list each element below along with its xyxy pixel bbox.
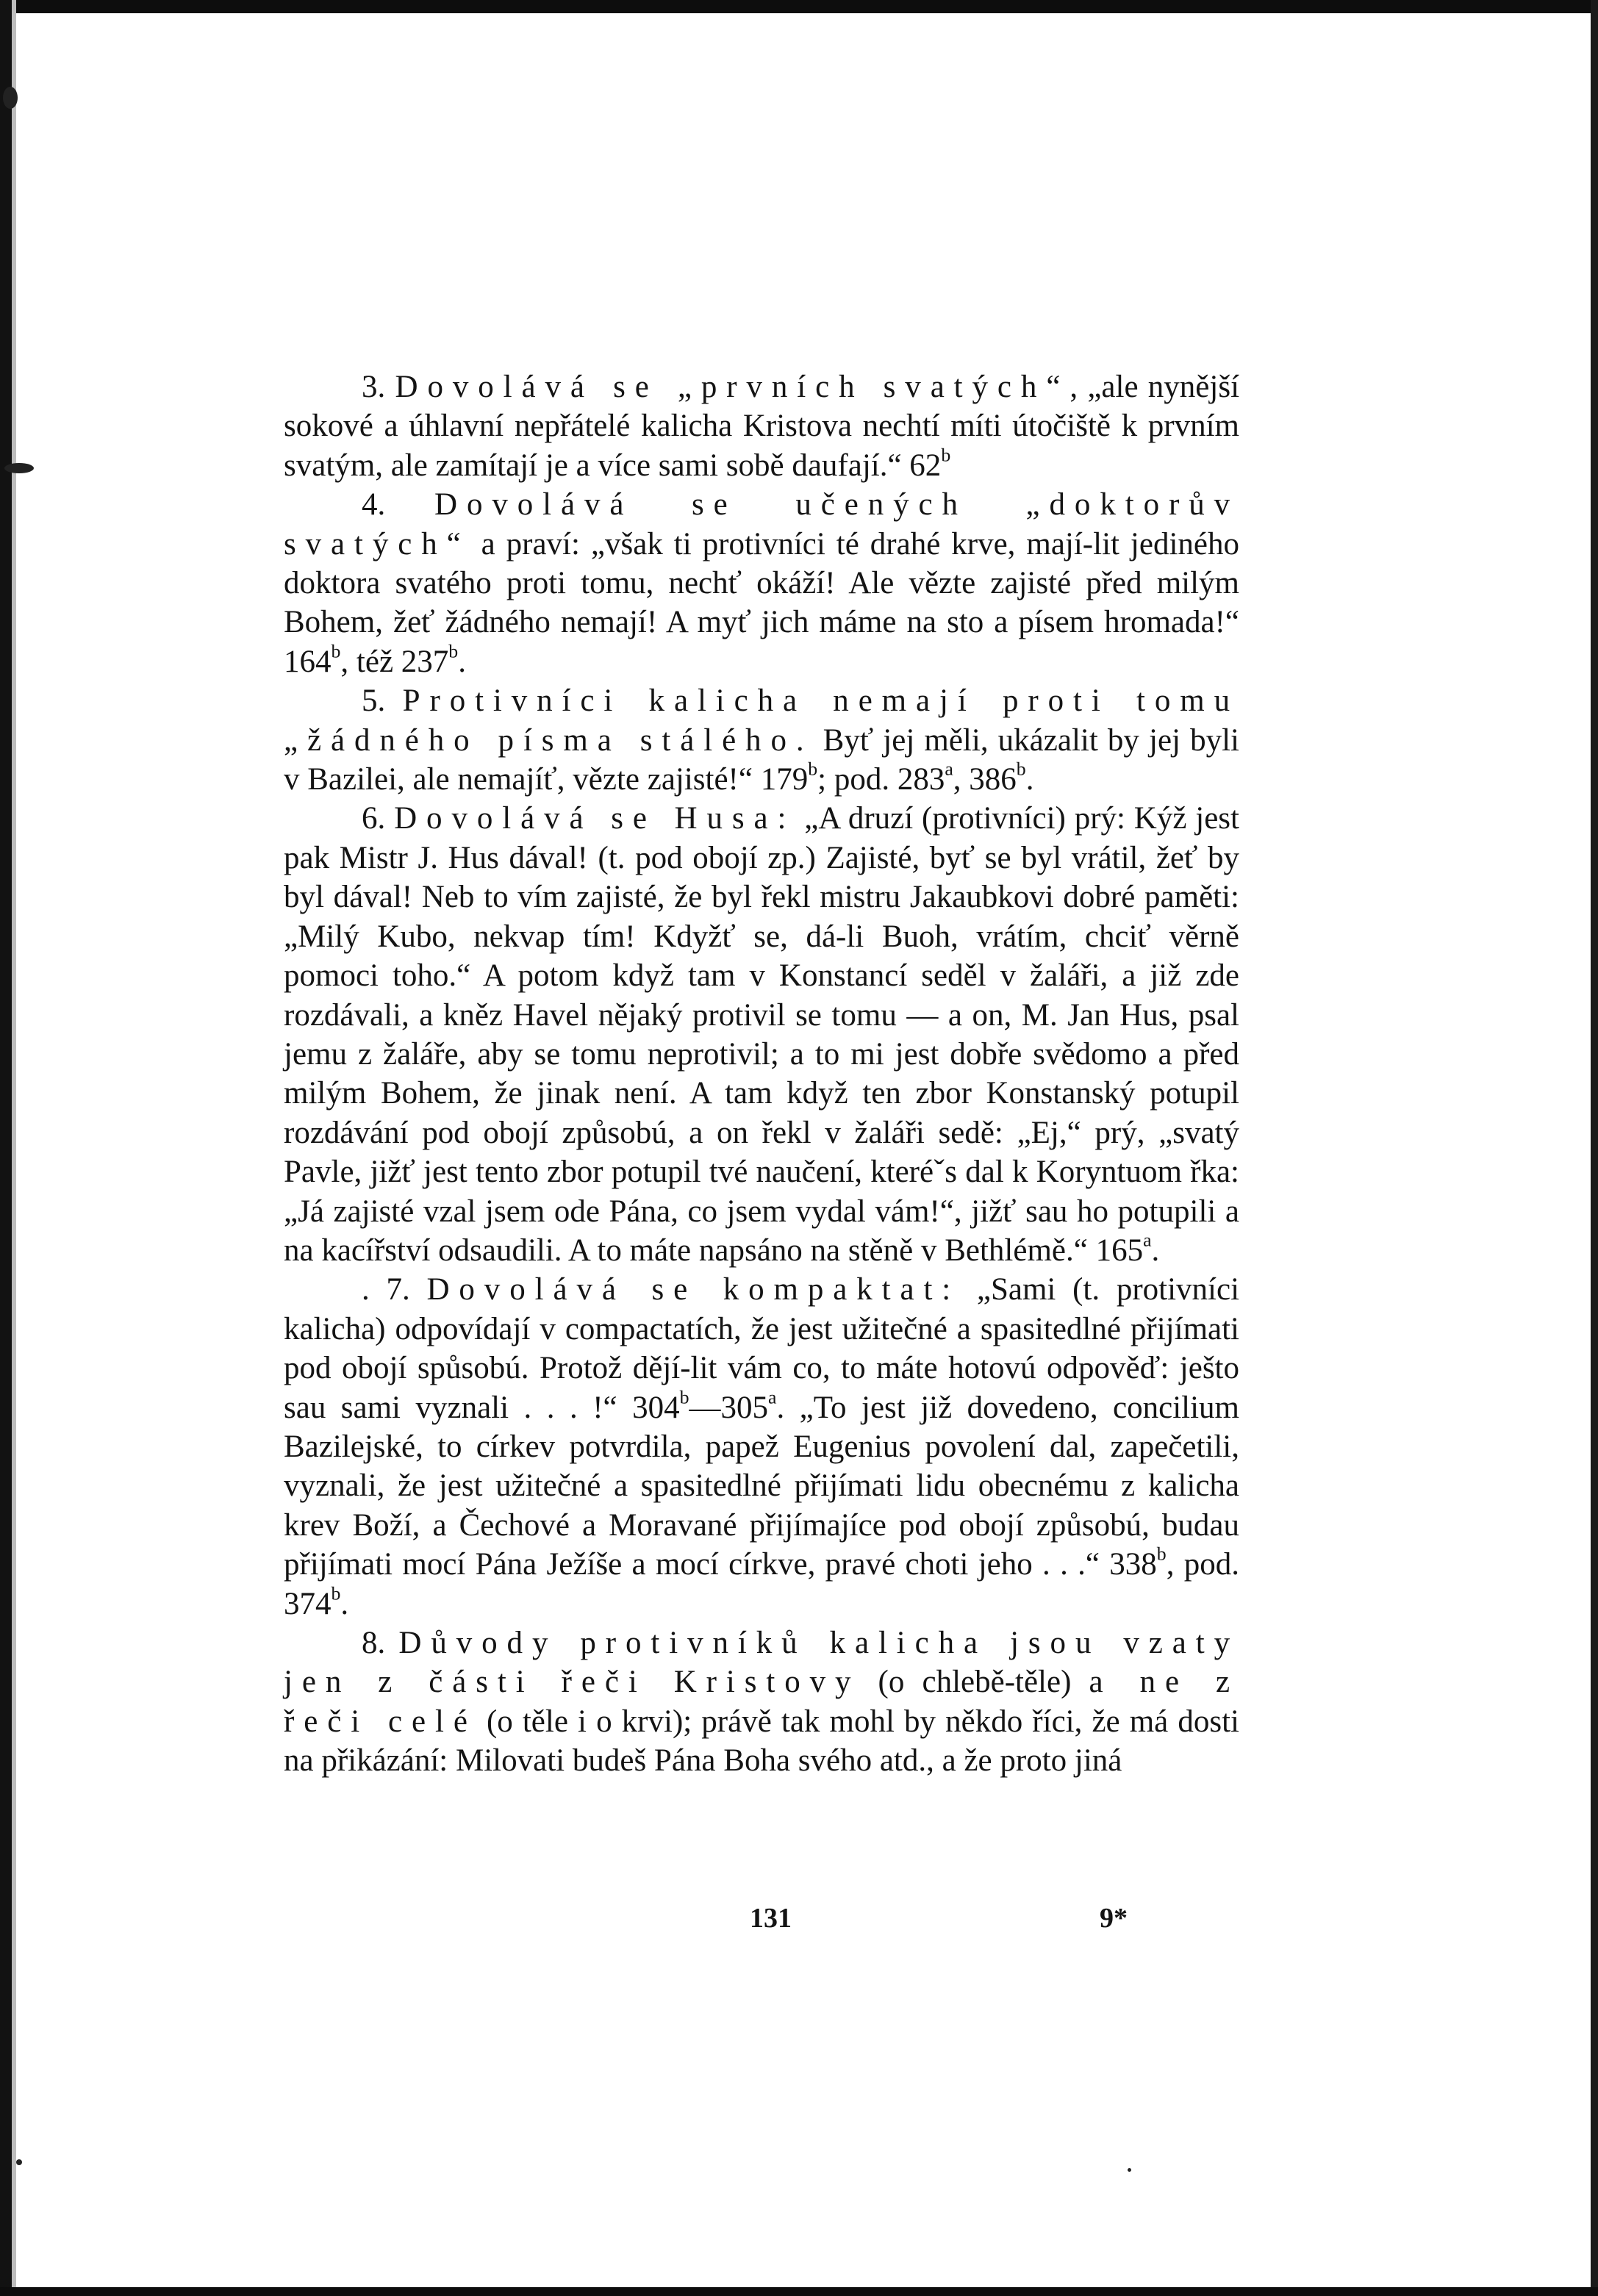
scan-speck xyxy=(16,2159,22,2165)
scan-border-left xyxy=(0,0,12,2296)
page-number: 131 xyxy=(750,1903,792,1934)
paragraph-5: 5. Protivníci kalicha nemají proti tomu „žádného písma stálého. Byť jej měli, ukázalit by jej byli v Bazilei, ale nemajíť, vězte zajisté!“ 179$^b$; pod. 283$^a$, 386$^b$. xyxy=(284,684,1240,797)
paragraph-3: 3. Dovolává se „prvních svatých“, „ale nynější sokové a úhlavní nepřátelé kalicha Kristova nechtí míti útočiště k prvním svatým, ale zamítají je a více sami sobě daufají.“ 62$^b$ xyxy=(284,370,1240,483)
scan-speck xyxy=(4,463,34,473)
spaced-heading: Dovolává se kompaktat: xyxy=(426,1272,961,1307)
scan-border-right xyxy=(1591,0,1598,2296)
paragraph-4: 4. Dovolává se učených „doktorův svatých“ a praví: „však ti protivníci té drahé krve, mají-lit jediného doktora svatého proti tomu, nechť okáží! Ale vězte zajisté před milým Bohem, žeť žádného nemají! A myť jich máme na sto a písem hromada!“ 164$^b$, též 237$^b$. xyxy=(284,487,1239,679)
scan-border-left-edge xyxy=(12,0,16,2296)
scan-border-top xyxy=(0,0,1598,13)
scan-speck xyxy=(1128,2168,1131,2172)
spaced-heading: Dovolává se Husa: xyxy=(394,801,796,836)
spaced-heading: Protivníci kalicha nemají proti tomu „žádného písma stálého. xyxy=(284,684,1240,758)
page-footer xyxy=(0,1902,1598,1946)
paragraph-6: 6. Dovolává se Husa: „A druzí (protivníci) prý: Kýž jest pak Mistr J. Hus dával! (t. pod obojí zp.) Zajisté, byť se byl vrátil, žeť by byl dával! Neb to vím zajisté, že byl řekl mistru Jakaubkovi dobré paměti: „Milý Kubo, nekvap tím! Kdyžť se, dá-li Buoh, vrátím, chciť věrně pomoci toho.“ A potom když tam v Konstancí seděl v žaláři, a již zde rozdávali, a kněz Havel nějaký protivil se tomu — a on, M. Jan Hus, psal jemu z žaláře, aby se tomu neprotivil; a to mi jest dobře svědomo a před milým Bohem, že jinak není. A tam když ten zbor Konstanský potupil rozdávání pod obojí způsobú, a on řekl v žaláři sedě: „Ej,“ prý, „svatý Pavle, jižť jest tento zbor potupil tvé naučení, kteréˇs dal k Koryntuom řka: „Já zajisté vzal jsem ode Pána, co jsem vydal vám!“, jižť sau ho potupili a na kacířství odsaudili. A to máte napsáno na stěně v Bethlémě.“ 165$^a$. xyxy=(284,801,1239,1268)
signature-mark: 9* xyxy=(1100,1903,1128,1934)
page-text xyxy=(284,367,1239,1781)
spaced-heading: Dovolává se „prvních svatých“ xyxy=(395,370,1070,404)
spaced-heading: Důvody protivníků kalicha jsou vzaty jen z části řeči Kristovy xyxy=(284,1626,1240,1700)
spaced-heading: a ne z řeči celé xyxy=(284,1665,1239,1739)
paragraph-8: 8. Důvody protivníků kalicha jsou vzaty jen z části řeči Kristovy (o chlebě-těle) a ne z řeči celé (o těle i o krvi); právě tak mohl by někdo říci, že má dosti na přikázání: Milovati budeš Pána Boha svého atd., a že proto jiná xyxy=(284,1626,1240,1779)
paragraph-7: . 7. Dovolává se kompaktat: „Sami (t. protivníci kalicha) odpovídají v compactatích, že jest užitečné a spasitedlné přijímati pod obojí spůsobú. Protož dějí-lit vám co, to máte hotovú odpověď: ješto sau sami vyznali . . . !“ 304$^b$—305$^a$. „To jest již dovedeno, concilium Bazilejské, to církev potvrdila, papež Eugenius povolení dal, zapečetili, vyznali, že jest užitečné a spasitedlné přijímati lidu obecnému z kalicha krev Boží, a Čechové a Moravané přijímajíce pod obojí způsobú, budau přijímati mocí Pána Ježíše a mocí církve, pravé choti jeho . . .“ 338$^b$, pod. 374$^b$. xyxy=(284,1272,1240,1621)
spaced-heading: Dovolává se učených „doktorův svatých“ xyxy=(284,487,1239,562)
scan-border-bottom xyxy=(0,2287,1598,2296)
scan-speck xyxy=(3,87,18,109)
